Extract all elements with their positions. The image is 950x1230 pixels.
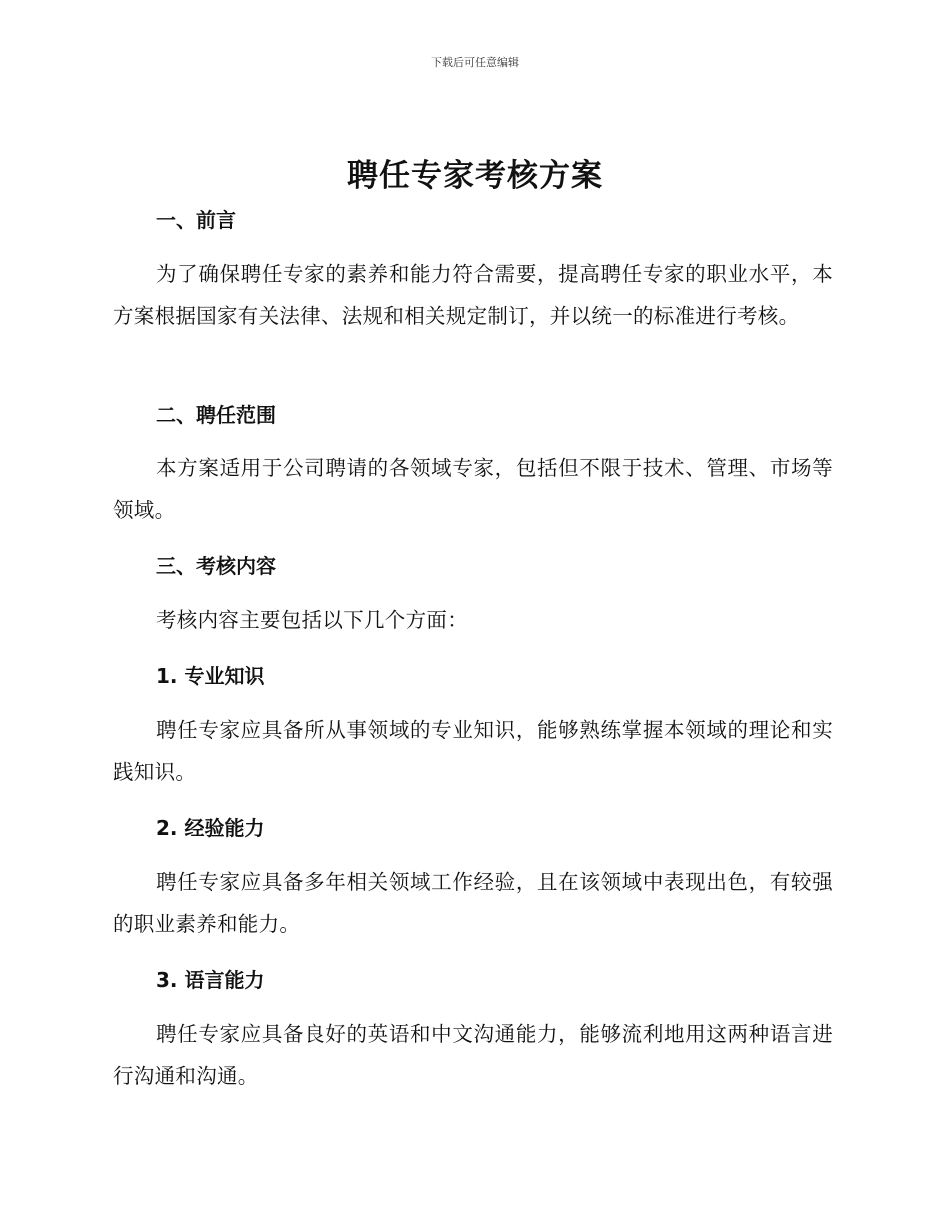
section-body-preface: 为了确保聘任专家的素养和能力符合需要，提高聘任专家的职业水平，本方案根据国家有关法律、法规和相关规定制订，并以统一的标准进行考核。 <box>113 262 833 328</box>
subsection-body-experience: 聘任专家应具备多年相关领域工作经验，且在该领域中表现出色，有较强的职业素养和能力。 <box>113 870 833 936</box>
section-heading-preface: 一、前言 <box>156 208 236 232</box>
subsection-heading-knowledge: 1. 专业知识 <box>156 664 265 688</box>
page-title: 聘任专家考核方案 <box>347 158 603 194</box>
subsection-heading-experience: 2. 经验能力 <box>156 816 265 840</box>
subsection-body-knowledge: 聘任专家应具备所从事领域的专业知识，能够熟练掌握本领域的理论和实践知识。 <box>113 718 833 784</box>
header-note: 下载后可任意编辑 <box>431 56 519 69</box>
subsection-heading-language: 3. 语言能力 <box>156 968 265 992</box>
section-body-content: 考核内容主要包括以下几个方面： <box>156 608 468 632</box>
section-heading-content: 三、考核内容 <box>156 554 276 578</box>
section-heading-scope: 二、聘任范围 <box>156 403 276 427</box>
section-body-scope: 本方案适用于公司聘请的各领域专家，包括但不限于技术、管理、市场等领域。 <box>113 456 833 522</box>
subsection-body-language: 聘任专家应具备良好的英语和中文沟通能力，能够流利地用这两种语言进行沟通和沟通。 <box>113 1022 833 1088</box>
